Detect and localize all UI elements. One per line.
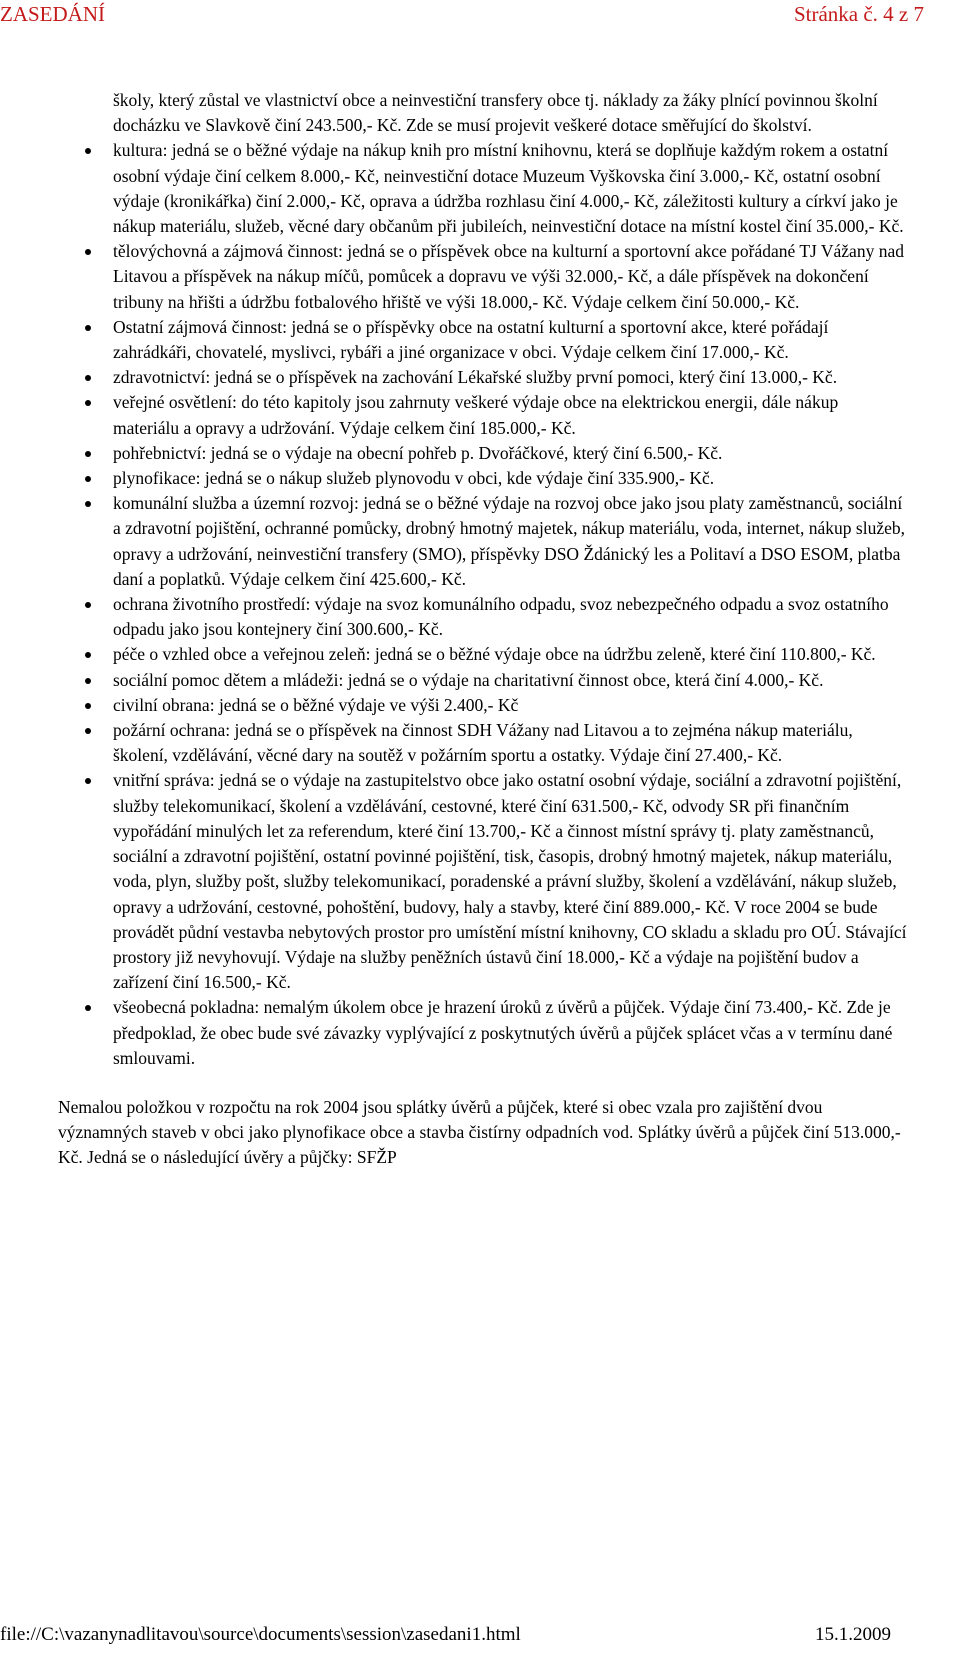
list-item-text: péče o vzhled obce a veřejnou zeleň: jedná se o běžné výdaje obce na údržbu zeleně, které činí 110.800,- Kč. xyxy=(113,644,876,665)
list-item-text: Ostatní zájmová činnost: jedná se o příspěvky obce na ostatní kulturní a sportovní akce, které pořádají zahrádkáři, chovatelé, myslivci, rybáři a jiné organizace v obci. Výdaje celkem činí 17.000,- Kč. xyxy=(113,316,829,363)
list-item-text: plynofikace: jedná se o nákup služeb plynovodu v obci, kde výdaje činí 335.900,- Kč. xyxy=(113,468,715,489)
print-date: 15.1.2009 xyxy=(815,1624,891,1645)
list-item xyxy=(58,138,908,239)
bullet-icon xyxy=(85,602,91,608)
list-item-text: komunální služba a územní rozvoj: jedná se o běžné výdaje na rozvoj obce jako jsou platy zaměstnanců, sociální a zdravotní pojištění, ochranné pomůcky, drobný hmotný majetek, nákup materiálu, voda, internet, nákup služeb, opravy a udržování, neinvestiční transfery (SMO), příspěvky DSO Ždánický les a Politaví a DSO ESOM, platba daní a poplatků. Výdaje celkem činí 425.600,- Kč. xyxy=(113,493,905,589)
document-body xyxy=(58,88,908,1188)
list-item xyxy=(58,315,908,365)
list-item xyxy=(58,491,908,592)
bullet-icon xyxy=(85,678,91,684)
bullet-icon xyxy=(85,728,91,734)
list-item xyxy=(58,365,908,390)
bullet-icon xyxy=(85,148,91,154)
bullet-icon xyxy=(85,325,91,331)
list-item-text: zdravotnictví: jedná se o příspěvek na zachování Lékařské služby první pomoci, který činí 13.000,- Kč. xyxy=(113,367,838,388)
page-footer xyxy=(0,1622,960,1652)
list-item xyxy=(58,466,908,491)
list-item-text: sociální pomoc dětem a mládeži: jedná se o výdaje na charitativní činnost obce, která činí 4.000,- Kč. xyxy=(113,669,824,690)
document-title: ZASEDÁNÍ xyxy=(0,2,105,26)
file-path: file://C:\vazanynadlitavou\source\documents\session\zasedani1.html xyxy=(0,1624,521,1645)
list-item xyxy=(58,441,908,466)
expense-list xyxy=(58,138,908,1071)
list-item xyxy=(58,642,908,667)
list-item-text: ochrana životního prostředí: výdaje na svoz komunálního odpadu, svoz nebezpečného odpadu a svoz ostatního odpadu jako jsou kontejnery činí 300.600,- Kč. xyxy=(113,594,889,640)
bullet-icon xyxy=(85,375,91,381)
bullet-icon xyxy=(85,703,91,709)
list-item-text: kultura: jedná se o běžné výdaje na nákup knih pro místní knihovnu, která se doplňuje každým rokem a ostatní osobní výdaje činí celkem 8.000,- Kč, neinvestiční dotace Muzeum Vyškovska činí 3.000,- Kč, ostatní osobní výdaje (kronikářka) činí 2.000,- Kč, oprava a údržba rozhlasu činí 4.000,- Kč, záležitosti kultury a církví jako je nákup materiálu, služeb, věcné dary občanům při jubileích, neinvestiční dotace na místní kostel činí 35.000,- Kč. xyxy=(113,140,904,237)
bullet-icon xyxy=(85,400,91,406)
list-item xyxy=(58,718,908,768)
closing-paragraph: Nemalou položkou v rozpočtu na rok 2004 jsou splátky úvěrů a půjček, které si obec vzala pro zajištění dvou významných staveb v obci jako plynofikace obce a stavba čistírny odpadních vod. Splátky úvěrů a půjček činí 513.000,- Kč. Jedná se o následující úvěry a půjčky: SFŽP xyxy=(58,1096,901,1168)
list-item xyxy=(58,592,908,642)
list-item xyxy=(58,693,908,718)
list-item-text: požární ochrana: jedná se o příspěvek na činnost SDH Vážany nad Litavou a to zejména nákup materiálu, školení, vzdělávání, věcné dary na soutěž v požárním sportu a ostatky. Výdaje činí 27.400,- Kč. xyxy=(113,720,853,766)
list-item xyxy=(58,995,908,1071)
bullet-icon xyxy=(85,1005,91,1011)
bullet-icon xyxy=(85,476,91,482)
list-item-text: civilní obrana: jedná se o běžné výdaje ve výši 2.400,- Kč xyxy=(113,694,519,715)
list-item-text: tělovýchovná a zájmová činnost: jedná se o příspěvek obce na kulturní a sportovní akce pořádané TJ Vážany nad Litavou a příspěvek na nákup míčů, pomůcek a dopravu ve výši 32.000,- Kč, a dále příspěvek na dokončení tribuny na hřišti a údržbu fotbalového hřiště ve výši 18.000,- Kč. Výdaje celkem činí 50.000,- Kč. xyxy=(113,241,904,312)
list-item xyxy=(58,239,908,315)
list-item-text: pohřebnictví: jedná se o výdaje na obecní pohřeb p. Dvořáčkové, který činí 6.500,- Kč. xyxy=(113,442,723,463)
list-item xyxy=(58,668,908,693)
bullet-icon xyxy=(85,778,91,784)
bullet-icon xyxy=(85,451,91,457)
continuation-paragraph: školy, který zůstal ve vlastnictví obce a neinvestiční transfery obce tj. náklady za žáky plnící povinnou školní docházku ve Slavkově činí 243.500,- Kč. Zde se musí projevit veškeré dotace směřující do školství. xyxy=(113,90,878,136)
list-item-text: vnitřní správa: jedná se o výdaje na zastupitelstvo obce jako ostatní osobní výdaje, sociální a zdravotní pojištění, služby telekomunikací, školení a vzdělávání, cestovné, které činí 631.500,- Kč, odvody SR při finančním vypořádání minulých let za referendum, které činí 13.700,- Kč a činnost místní správy tj. platy zaměstnanců, sociální a zdravotní pojištění, ostatní povinné pojištění, tisk, časopis, drobný hmotný majetek, nákup materiálu, voda, plyn, služby pošt, služby telekomunikací, poradenské a právní služby, školení a vzdělávání, nákup služeb, opravy a udržování, cestovné, pohoštění, budovy, haly a stavby, které činí 889.000,- Kč. V roce 2004 se bude provádět půdní vestavba nebytových prostor pro umístění místní knihovny, CO skladu a skladu pro OÚ. Stávající prostory již nevyhovují. Výdaje na služby peněžních ústavů činí 18.000,- Kč a výdaje na pojištění budov a zařízení činí 16.500,- Kč. xyxy=(113,770,907,993)
list-item xyxy=(58,768,908,995)
list-item xyxy=(58,390,908,440)
page-number: Stránka č. 4 z 7 xyxy=(793,2,924,26)
bullet-icon xyxy=(85,652,91,658)
list-item-text: všeobecná pokladna: nemalým úkolem obce je hrazení úroků z úvěrů a půjček. Výdaje činí 73.400,- Kč. Zde je předpoklad, že obec bude své závazky vyplývající z poskytnutých úvěrů a půjček splácet včas a v termínu dané smlouvami. xyxy=(113,997,893,1068)
bullet-icon xyxy=(85,249,91,255)
bullet-icon xyxy=(85,501,91,507)
page-header xyxy=(0,0,924,40)
list-item-text: veřejné osvětlení: do této kapitoly jsou zahrnuty veškeré výdaje obce na elektrickou energii, dále nákup materiálu a opravy a udržování. Výdaje celkem činí 185.000,- Kč. xyxy=(113,392,839,438)
